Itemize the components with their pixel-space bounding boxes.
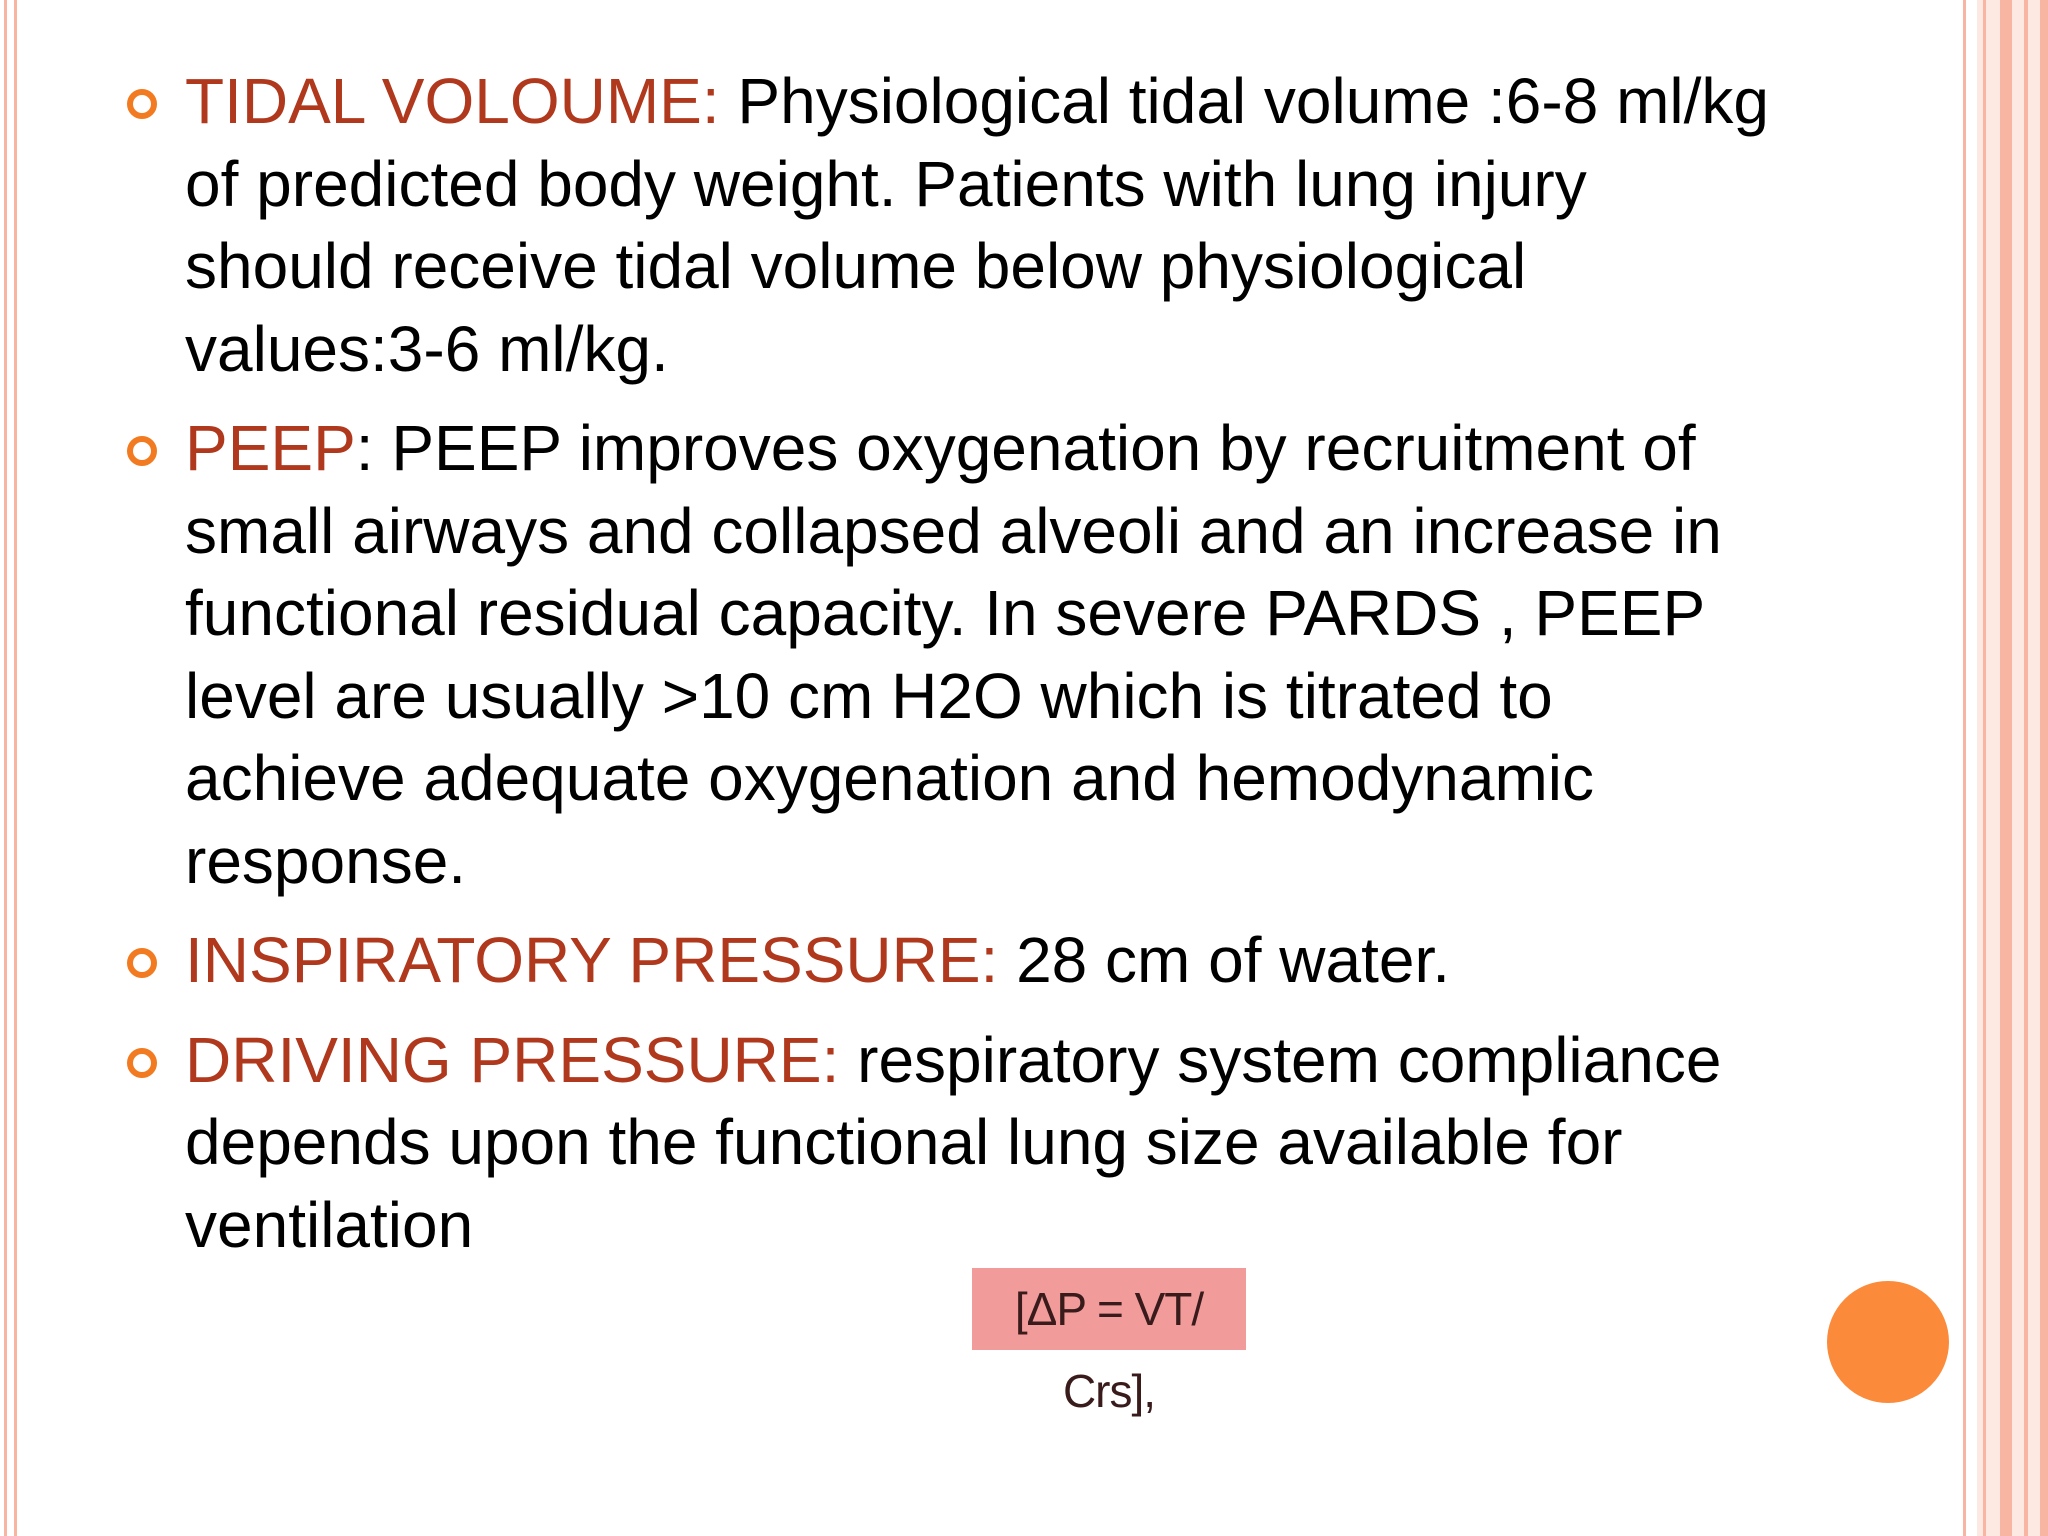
circle-bullet-icon <box>127 89 157 119</box>
circle-bullet-icon <box>127 948 157 978</box>
bullet-heading: PEEP <box>185 412 356 484</box>
bullet-heading: DRIVING PRESSURE: <box>185 1023 840 1096</box>
bullet-text: 28 cm of water. <box>998 924 1451 996</box>
bullet-heading: TIDAL VOLOUME: <box>185 65 720 137</box>
bullet-heading: INSPIRATORY PRESSURE: <box>185 924 999 996</box>
bullet-text: : PEEP improves oxygenation by recruitment of small airways and collapsed alveoli and an increase in functional residual capacity. In severe PARDS , PEEP level are usually >10 cm H2O which is titrated to achieve adequate oxygenation and hemodynamic response. <box>185 412 1722 897</box>
right-border-line-2 <box>1983 0 1986 1536</box>
circle-bullet-icon <box>127 1048 157 1078</box>
right-border-line-3 <box>2000 0 2012 1536</box>
right-border-line-5 <box>2040 0 2048 1536</box>
bullet-list <box>0 60 1780 1283</box>
bullet-text: Physiological tidal volume :6-8 ml/kg of predicted body weight. Patients with lung injury should receive tidal volume below physiological values:3-6 ml/kg. <box>185 65 1769 385</box>
circle-bullet-icon <box>127 436 157 466</box>
bullet-tidal-volume <box>0 60 1780 390</box>
bullet-peep <box>0 407 1780 902</box>
right-border-band <box>1977 0 2048 1536</box>
driving-pressure-equation: [ΔP = VT/ Crs], <box>972 1268 1246 1350</box>
orange-circle-decoration <box>1827 1281 1949 1403</box>
bullet-text: respiratory system compliance depends upon the functional lung size available for ventilation <box>185 1023 1722 1261</box>
bullet-inspiratory-pressure <box>0 919 1780 1002</box>
right-border-line-1 <box>1963 0 1966 1536</box>
right-border-line-4 <box>2024 0 2028 1536</box>
bullet-driving-pressure <box>0 1019 1780 1267</box>
